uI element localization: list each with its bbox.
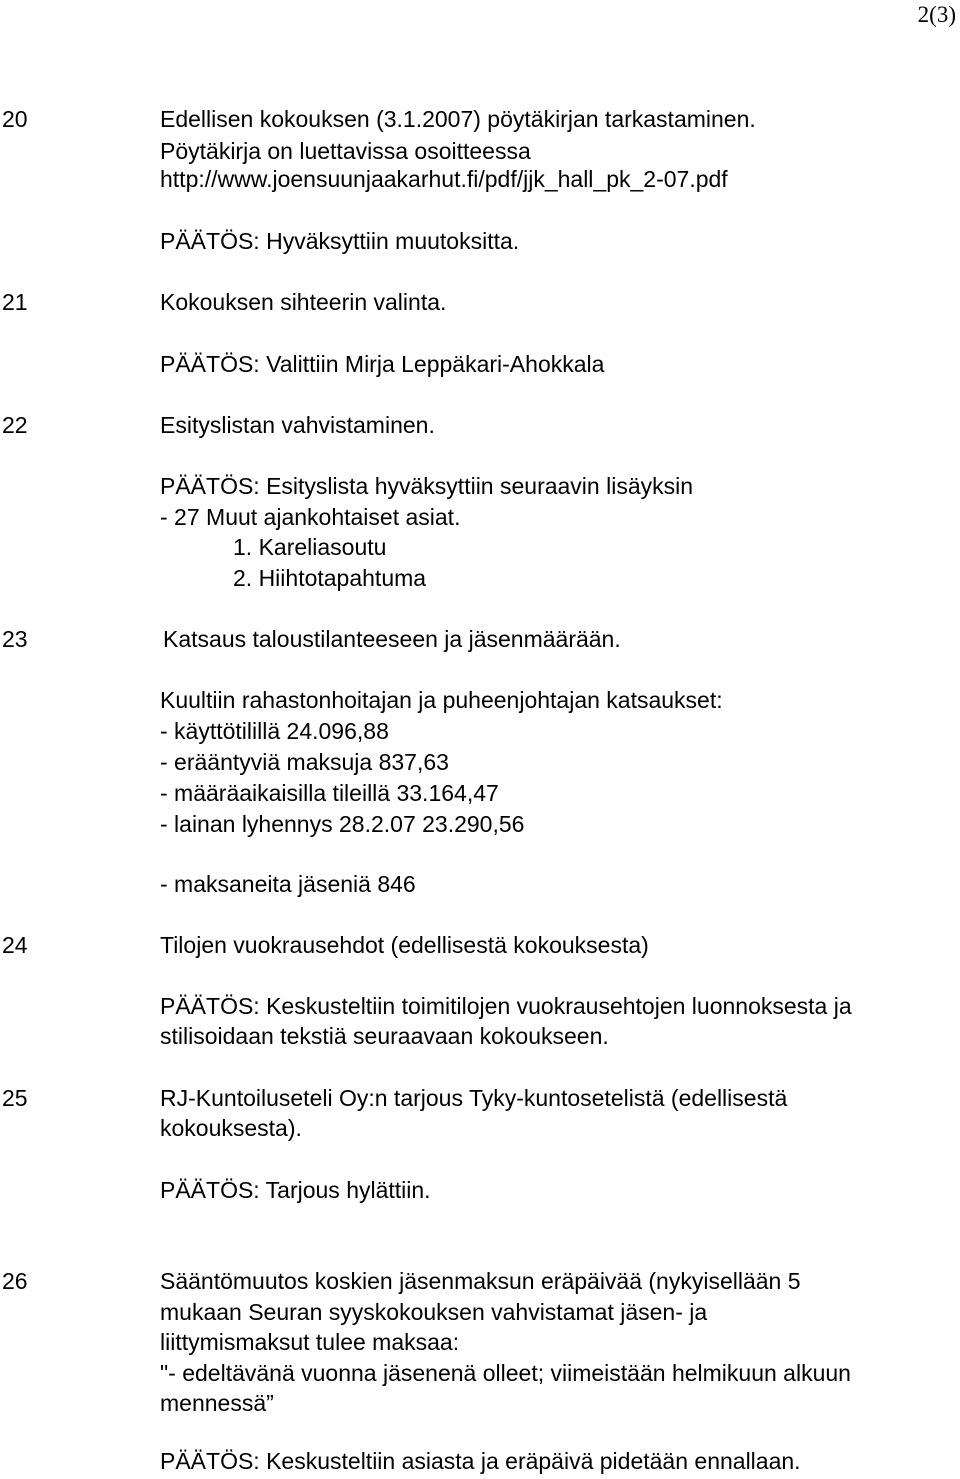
- item-20-link[interactable]: http://www.joensuunjaakarhut.fi/pdf/jjk_hall_pk_2-07.pdf: [160, 166, 728, 192]
- item-26-title: Sääntömuutos koskien jäsenmaksun eräpäivää (nykyisellään 5: [160, 1268, 801, 1294]
- item-number-26: 26: [2, 1268, 28, 1294]
- item-number-22: 22: [2, 412, 28, 438]
- item-number-24: 24: [2, 932, 28, 958]
- item-20-decision: PÄÄTÖS: Hyväksyttiin muutoksitta.: [160, 228, 520, 254]
- item-23-intro: Kuultiin rahastonhoitajan ja puheenjohtajan katsaukset:: [160, 687, 723, 713]
- item-23-money-line: - määräaikaisilla tileillä 33.164,47: [160, 780, 499, 806]
- item-26-line: mennessä”: [160, 1390, 274, 1416]
- item-number-21: 21: [2, 289, 28, 315]
- item-22-addition: - 27 Muut ajankohtaiset asiat.: [160, 504, 461, 530]
- item-26-line: liittymismaksut tulee maksaa:: [160, 1329, 460, 1355]
- item-22-decision: PÄÄTÖS: Esityslista hyväksyttiin seuraavin lisäyksin: [160, 473, 694, 499]
- item-22-title: Esityslistan vahvistaminen.: [160, 412, 435, 438]
- item-21-title: Kokouksen sihteerin valinta.: [160, 289, 447, 315]
- item-24-decision-cont: stilisoidaan tekstiä seuraavaan kokoukseen.: [160, 1023, 609, 1049]
- page-number: 2(3): [917, 2, 956, 27]
- item-20-line: Pöytäkirja on luettavissa osoitteessa: [160, 138, 531, 164]
- item-24-decision: PÄÄTÖS: Keskusteltiin toimitilojen vuokrausehtojen luonnoksesta ja: [160, 993, 852, 1019]
- item-26-line: mukaan Seuran syyskokouksen vahvistamat jäsen- ja: [160, 1299, 708, 1325]
- item-23-title: Katsaus taloustilanteeseen ja jäsenmäärään.: [163, 626, 621, 652]
- item-25-title-cont: kokouksesta).: [160, 1115, 302, 1141]
- item-25-decision: PÄÄTÖS: Tarjous hylättiin.: [160, 1177, 431, 1203]
- item-26-line: "- edeltävänä vuonna jäsenenä olleet; viimeistään helmikuun alkuun: [160, 1360, 851, 1386]
- item-26-decision: PÄÄTÖS: Keskusteltiin asiasta ja eräpäivä pidetään ennallaan.: [160, 1448, 801, 1474]
- item-25-title: RJ-Kuntoiluseteli Oy:n tarjous Tyky-kuntosetelistä (edellisestä: [160, 1085, 788, 1111]
- item-number-25: 25: [2, 1085, 28, 1111]
- item-number-23: 23: [2, 626, 28, 652]
- item-23-money-line: - erääntyviä maksuja 837,63: [160, 749, 449, 775]
- item-24-title: Tilojen vuokrausehdot (edellisestä kokouksesta): [160, 932, 649, 958]
- item-23-money-line: - lainan lyhennys 28.2.07 23.290,56: [160, 811, 525, 837]
- item-23-members: - maksaneita jäseniä 846: [160, 871, 416, 897]
- item-22-sub-item: 2. Hiihtotapahtuma: [233, 565, 427, 591]
- item-22-sub-item: 1. Kareliasoutu: [233, 534, 387, 560]
- item-20-title: Edellisen kokouksen (3.1.2007) pöytäkirjan tarkastaminen.: [160, 106, 756, 132]
- item-23-money-line: - käyttötilillä 24.096,88: [160, 718, 389, 744]
- item-number-20: 20: [2, 106, 28, 132]
- item-21-decision: PÄÄTÖS: Valittiin Mirja Leppäkari-Ahokkala: [160, 351, 605, 377]
